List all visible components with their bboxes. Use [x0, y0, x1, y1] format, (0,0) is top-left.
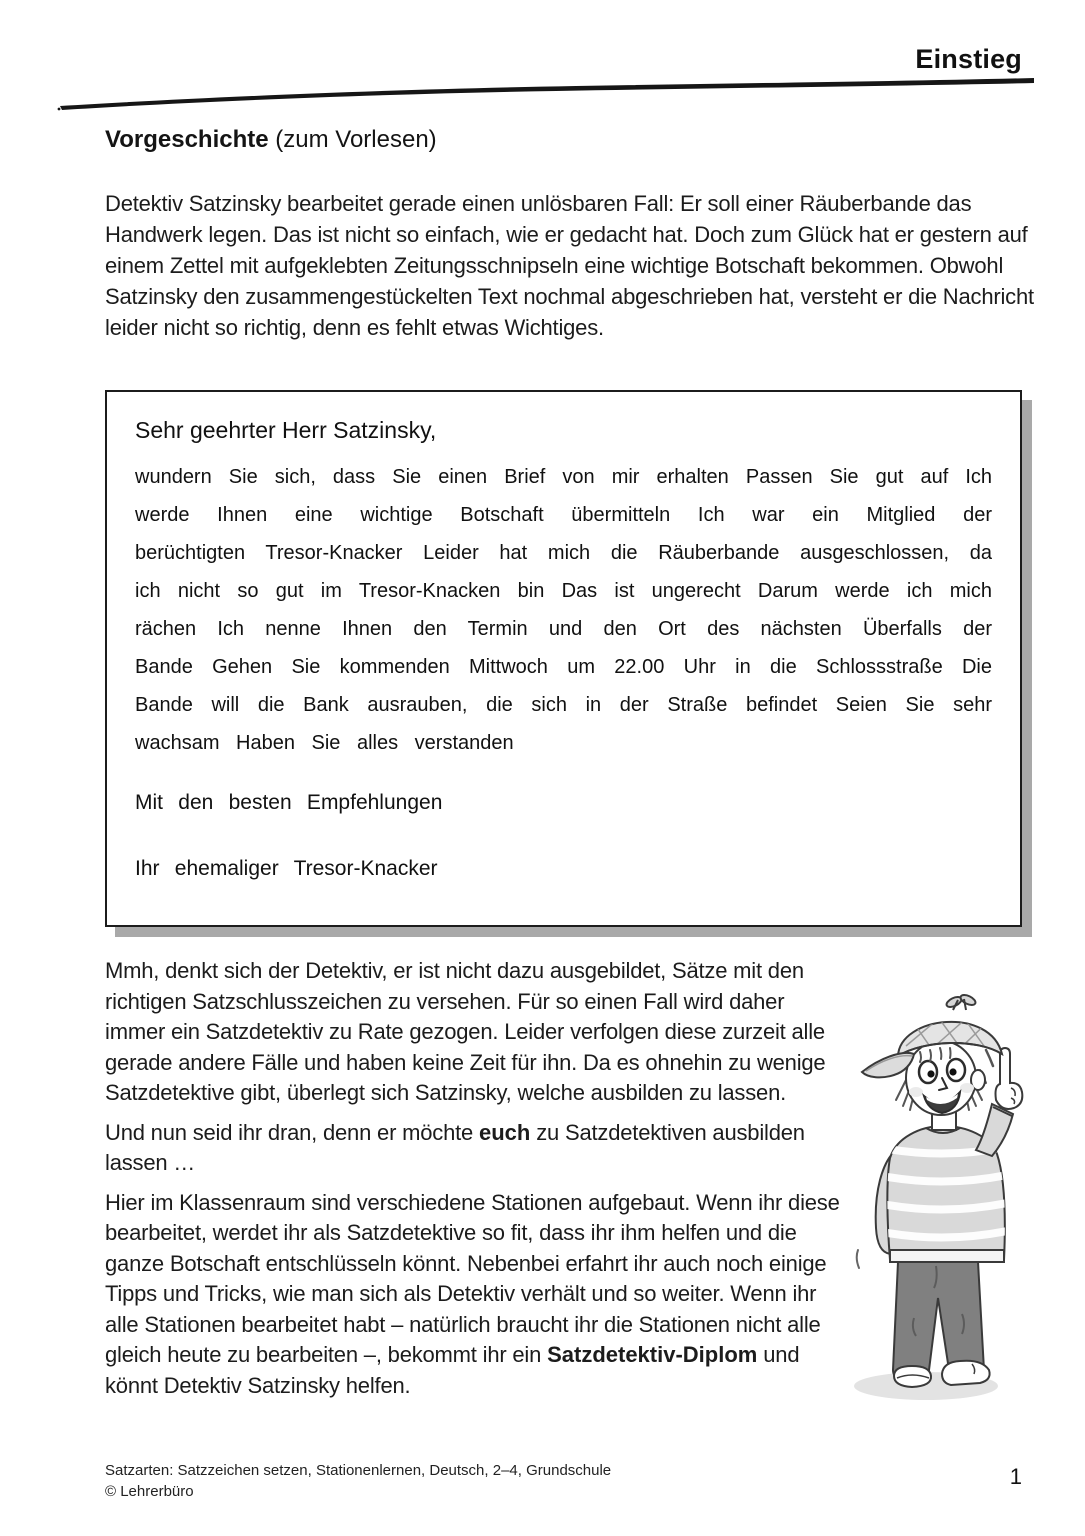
page-number: 1 [1009, 1464, 1022, 1489]
page-title-bold: Vorgeschichte [105, 126, 269, 153]
lower-text-section [105, 956, 1039, 1410]
letter-note-box [105, 390, 1022, 927]
footer-line1: Satzarten: Satzzeichen setzen, Stationenlernen, Deutsch, 2–4, Grundschule [105, 1462, 612, 1479]
paragraph-und-nun-text: Und nun seid ihr dran, denn er möchte [105, 1119, 479, 1145]
emphasis-satzdetektiv-diplom: Satzdetektiv-Diplom [547, 1342, 758, 1367]
emphasis-euch: euch [478, 1119, 531, 1145]
letter-body: wundern Sie sich, dass Sie einen Brief von mir erhalten Passen Sie gut auf Ich werde Ihnen eine wichtige Botschaft übermitteln Ich war ein Mitglied der berüchtigten Tresor-Knacker Leider hat mich die Räuberbande ausgeschlossen, da ich nicht so gut im Tresor-Knacken bin Das ist ungerecht Darum werde ich mich rächen Ich nenne Ihnen den Termin und den Ort des nächsten Überfalls der Bande Gehen Sie kommenden Mittwoch um 22.00 Uhr in die Schlossstraße Die Bande will die Bank ausrauben, die sich in der Straße befindet Seien Sie sehr wachsam Haben Sie alles verstanden [135, 466, 992, 754]
footer-credit [105, 1460, 611, 1502]
paragraph-klassenraum-text: Hier im Klassenraum sind verschiedene Stationen aufgebaut. Wenn ihr diese bearbeitet, werdet ihr als Satzdetektive so fit, dass ihr ihm helfen und die ganze Botschaft entschlüsseln könnt. Nebenbei erfahrt ihr auch noch einige Tipps und Tricks, wie man sich als Detektiv verhält und so weiter. Wenn ihr alle Stationen bearbeitet habt – natürlich braucht ihr die Stationen nicht alle gleich heute zu bearbeiten –, bekommt ihr ein [105, 1189, 840, 1367]
letter-closing: Mit den besten Empfehlungen [135, 791, 443, 814]
letter-signature: Ihr ehemaliger Tresor-Knacker [135, 857, 438, 880]
intro-paragraph: Detektiv Satzinsky bearbeitet gerade einen unlösbaren Fall: Er soll einer Räuberbande das Handwerk legen. Das ist nicht so einfach, wie er gedacht hat. Doch zum Glück hat er gestern auf einem Zettel mit aufgeklebten Zeitungsschnipseln eine wichtige Botschaft bekommen. Obwohl Satzinsky den zusammengestückelten Text nochmal abgeschrieben hat, versteht er die Nachricht leider nicht so richtig, denn es fehlt etwas Wichtiges. [105, 191, 1034, 340]
page-title-suffix: (zum Vorlesen) [268, 126, 437, 153]
paragraph-mmh: Mmh, denkt sich der Detektiv, er ist nicht dazu ausgebildet, Sätze mit den richtigen Satzschlusszeichen zu versehen. Für so einen Fall wird daher immer ein Satzdetektiv zu Rate gezogen. Leider verfolgen diese zurzeit alle gerade andere Fälle und haben keine Zeit für ihn. Da es ohnehin zu wenige Satzdetektive gibt, überlegt sich Satzinsky, welche ausbilden zu lassen. [105, 958, 826, 1105]
section-label: Einstieg [915, 44, 1022, 74]
boy-detective-illustration [854, 988, 1039, 1406]
paragraph-klassenraum-rest: und könnt Detektiv Satzinsky helfen. [105, 1342, 800, 1398]
paragraph-und-nun-rest: zu Satzdetektiven ausbilden lassen … [105, 1119, 805, 1175]
footer-line2: © Lehrerbüro [105, 1483, 194, 1500]
letter-salutation: Sehr geehrter Herr Satzinsky, [135, 417, 437, 443]
brush-stroke-divider [56, 74, 1038, 118]
page-title [105, 126, 437, 154]
